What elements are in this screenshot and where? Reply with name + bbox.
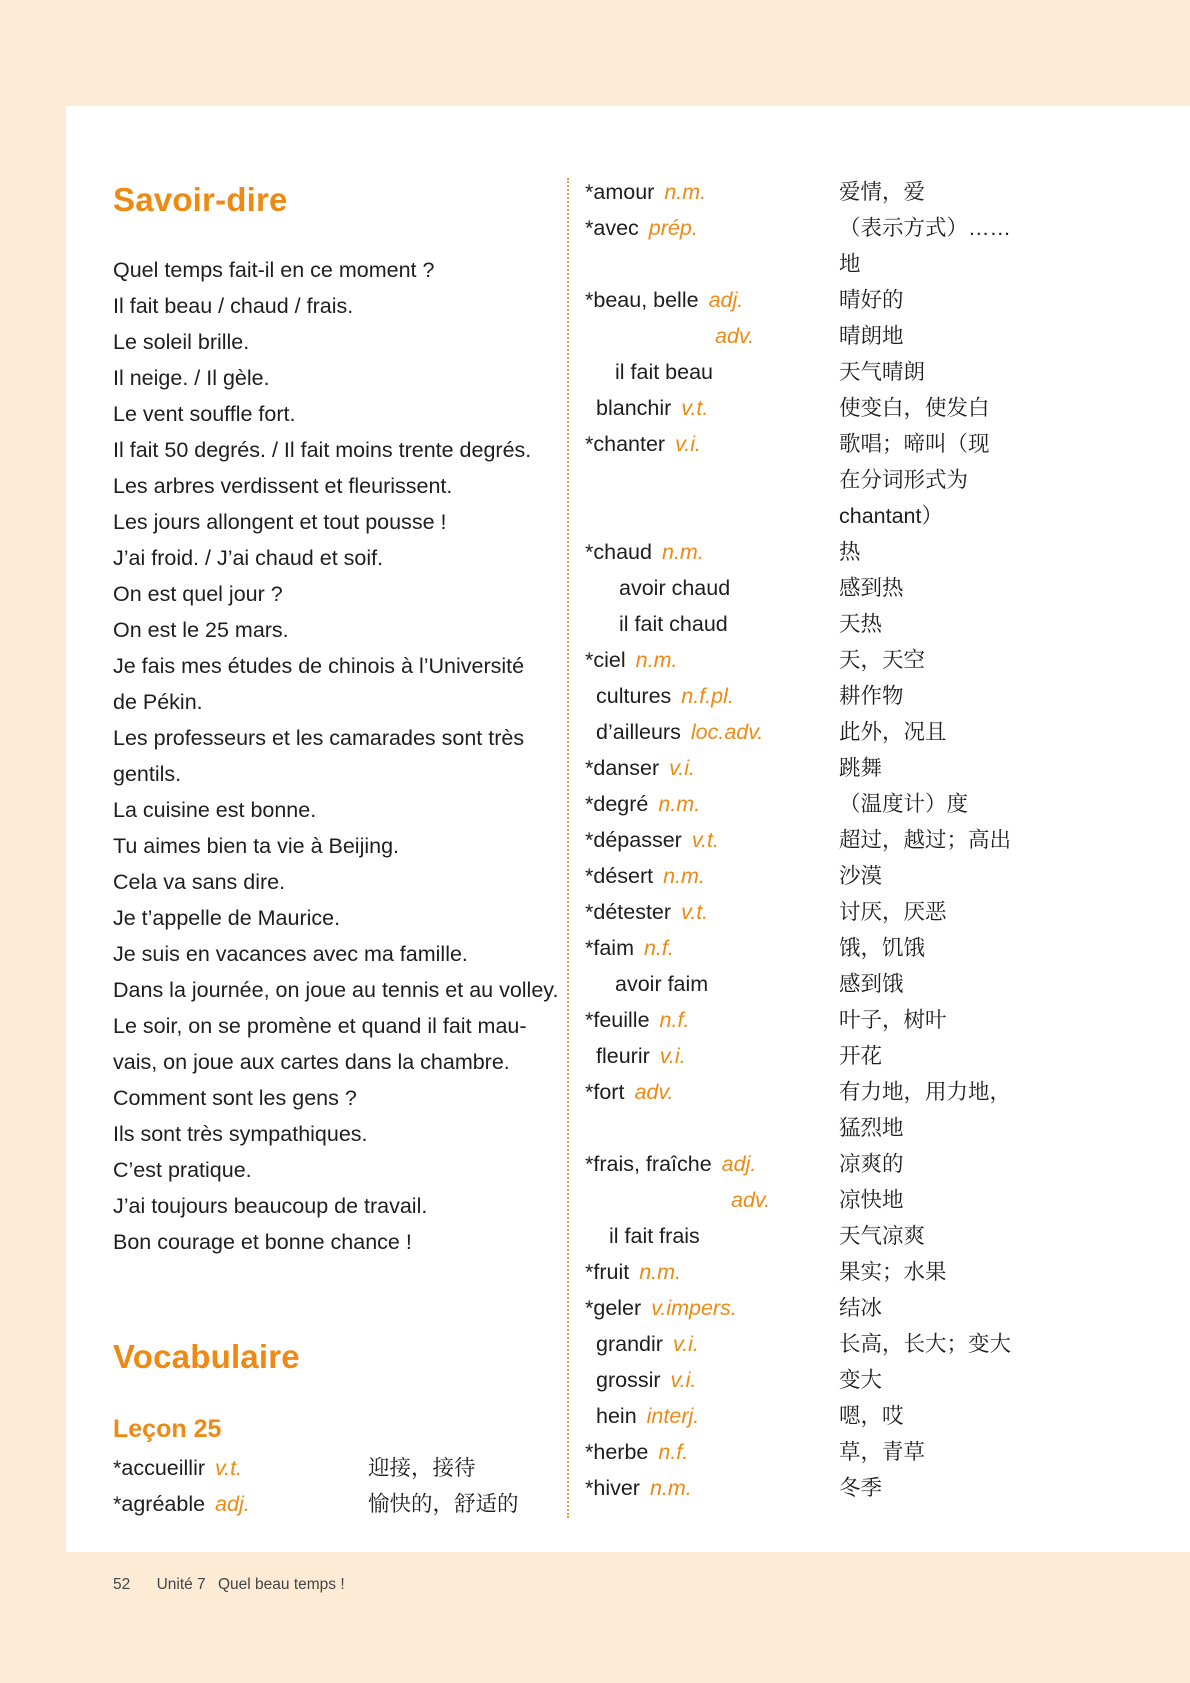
savoir-dire-line: Il neige. / Il gèle. xyxy=(113,366,270,390)
vocab-translation: 爱情，爱 xyxy=(839,180,926,204)
vocab-list-right xyxy=(585,174,1055,1506)
vocab-translation: 迎接，接待 xyxy=(368,1456,476,1480)
vocab-pos: v.i. xyxy=(669,756,695,780)
vocab-translation: 猛烈地 xyxy=(839,1116,904,1140)
vocab-pos: adv. xyxy=(634,1080,674,1104)
vocab-term xyxy=(715,318,754,354)
vocab-term xyxy=(596,1362,696,1398)
vocab-translation: 讨厌，厌恶 xyxy=(839,900,947,924)
vocab-term xyxy=(596,1398,699,1434)
vocab-word: *dépasser xyxy=(585,828,682,852)
vocab-entry xyxy=(585,1182,1055,1218)
vocab-pos: v.i. xyxy=(659,1044,686,1068)
vocab-entry xyxy=(585,246,1055,282)
vocab-translation: 变大 xyxy=(839,1368,883,1392)
vocab-term xyxy=(731,1182,770,1218)
vocab-word: *hiver xyxy=(585,1476,640,1500)
vocab-translation: chantant） xyxy=(839,504,943,528)
vocab-pos: v.impers. xyxy=(651,1296,737,1320)
vocab-entry xyxy=(585,1254,1055,1290)
vocab-entry xyxy=(585,1470,1055,1506)
vocab-pos: adv. xyxy=(731,1188,771,1212)
vocab-pos: loc.adv. xyxy=(690,720,764,744)
vocab-pos: adj. xyxy=(215,1492,250,1516)
vocab-word: *geler xyxy=(585,1296,642,1320)
vocab-term xyxy=(615,966,708,1002)
savoir-dire-line: Dans la journée, on joue au tennis et au volley. xyxy=(113,978,559,1002)
vocab-word: *faim xyxy=(585,936,634,960)
vocab-term xyxy=(585,642,677,678)
vocab-translation: 跳舞 xyxy=(839,756,883,780)
vocab-translation: 热 xyxy=(839,540,861,564)
vocab-pos: adv. xyxy=(715,324,755,348)
vocab-word: il fait chaud xyxy=(619,612,728,636)
vocab-translation: 凉快地 xyxy=(839,1188,904,1212)
vocab-translation: 超过，越过；高出 xyxy=(839,828,1012,852)
vocab-translation: （表示方式）…… xyxy=(839,216,1012,240)
savoir-dire-line: On est le 25 mars. xyxy=(113,618,289,642)
vocab-translation: 天气晴朗 xyxy=(839,360,926,384)
vocab-term xyxy=(609,1218,700,1254)
vocab-word: *fort xyxy=(585,1080,625,1104)
vocab-word: grandir xyxy=(596,1332,663,1356)
vocab-entry xyxy=(585,1362,1055,1398)
vocab-pos: adj. xyxy=(708,288,744,312)
vocab-term xyxy=(585,1254,681,1290)
vocab-translation: 晴朗地 xyxy=(839,324,904,348)
vocab-entry xyxy=(585,390,1055,426)
savoir-dire-line: On est quel jour ? xyxy=(113,582,283,606)
vocab-list-left xyxy=(113,1450,543,1522)
vocab-translation: 结冰 xyxy=(839,1296,883,1320)
savoir-dire-line: Les professeurs et les camarades sont très xyxy=(113,726,525,750)
vocab-translation: 有力地，用力地， xyxy=(839,1080,1012,1104)
savoir-dire-line: Comment sont les gens ? xyxy=(113,1086,357,1110)
vocab-term xyxy=(585,1470,692,1506)
vocab-word: *danser xyxy=(585,756,660,780)
vocab-pos: n.m. xyxy=(649,1476,692,1500)
vocab-entry xyxy=(585,1218,1055,1254)
vocab-entry xyxy=(585,498,1055,534)
vocab-pos: v.i. xyxy=(675,432,701,456)
vocab-translation: 草，青草 xyxy=(839,1440,926,1464)
vocab-word: *degré xyxy=(585,792,649,816)
vocab-word: d’ailleurs xyxy=(596,720,681,744)
vocabulaire-title: Vocabulaire xyxy=(113,1338,300,1375)
vocab-translation: 果实；水果 xyxy=(839,1260,947,1284)
vocab-term xyxy=(585,1434,688,1470)
vocab-entry xyxy=(585,1326,1055,1362)
vocab-translation: 开花 xyxy=(839,1044,883,1068)
vocab-entry xyxy=(585,1398,1055,1434)
vocab-pos: n.f. xyxy=(643,936,674,960)
savoir-dire-line: Il fait beau / chaud / frais. xyxy=(113,294,354,318)
vocab-word: *désert xyxy=(585,864,654,888)
vocab-pos: v.t. xyxy=(681,900,709,924)
savoir-dire-line: Quel temps fait-il en ce moment ? xyxy=(113,258,435,282)
savoir-dire-line: vais, on joue aux cartes dans la chambre. xyxy=(113,1050,510,1074)
vocab-translation: 感到饿 xyxy=(839,972,904,996)
vocab-translation: 长高，长大；变大 xyxy=(839,1332,1012,1356)
vocab-translation: 天，天空 xyxy=(839,648,926,672)
savoir-dire-line: Je suis en vacances avec ma famille. xyxy=(113,942,468,966)
vocab-translation: 愉快的，舒适的 xyxy=(368,1492,519,1516)
vocab-translation: 地 xyxy=(839,252,861,276)
vocab-word: avoir faim xyxy=(615,972,709,996)
vocab-entry xyxy=(585,570,1055,606)
vocab-entry xyxy=(585,1434,1055,1470)
savoir-dire-lines xyxy=(113,252,573,1260)
vocab-translation: 使变白，使发白 xyxy=(839,396,990,420)
vocab-term xyxy=(615,354,713,390)
vocab-term xyxy=(596,678,734,714)
vocab-entry xyxy=(585,786,1055,822)
page-footer xyxy=(113,1576,367,1594)
vocab-term xyxy=(585,1002,689,1038)
vocab-entry xyxy=(585,930,1055,966)
vocab-translation: 在分词形式为 xyxy=(839,468,969,492)
savoir-dire-line: Le soleil brille. xyxy=(113,330,250,354)
vocab-word: blanchir xyxy=(596,396,672,420)
vocab-pos: n.f. xyxy=(658,1440,689,1464)
vocab-entry xyxy=(585,426,1055,462)
vocab-entry xyxy=(585,1290,1055,1326)
savoir-dire-line: Il fait 50 degrés. / Il fait moins trente degrés. xyxy=(113,438,532,462)
savoir-dire-line: J’ai froid. / J’ai chaud et soif. xyxy=(113,546,384,570)
vocab-pos: n.m. xyxy=(639,1260,682,1284)
vocab-term xyxy=(113,1492,250,1516)
vocab-entry xyxy=(585,714,1055,750)
vocab-word: *feuille xyxy=(585,1008,650,1032)
vocab-pos: n.f. xyxy=(659,1008,690,1032)
vocab-term xyxy=(585,822,719,858)
savoir-dire-line: Le soir, on se promène et quand il fait mau- xyxy=(113,1014,527,1038)
vocab-term xyxy=(619,606,728,642)
vocab-entry xyxy=(113,1486,543,1522)
vocab-word: *chanter xyxy=(585,432,666,456)
vocab-entry xyxy=(585,534,1055,570)
savoir-dire-line: Tu aimes bien ta vie à Beijing. xyxy=(113,834,400,858)
vocab-translation: 叶子，树叶 xyxy=(839,1008,947,1032)
vocab-term xyxy=(585,282,743,318)
vocab-term xyxy=(113,1456,242,1480)
vocab-pos: v.i. xyxy=(672,1332,699,1356)
vocab-pos: v.t. xyxy=(691,828,719,852)
vocab-word: *fruit xyxy=(585,1260,630,1284)
savoir-dire-title: Savoir-dire xyxy=(113,181,288,218)
vocab-term xyxy=(596,1038,686,1074)
vocab-entry xyxy=(585,354,1055,390)
vocab-term xyxy=(585,174,706,210)
vocab-pos: adj. xyxy=(721,1152,757,1176)
savoir-dire-section xyxy=(113,178,573,1260)
vocab-translation: 饿，饥饿 xyxy=(839,936,926,960)
vocab-entry xyxy=(585,750,1055,786)
vocab-word: il fait frais xyxy=(609,1224,700,1248)
vocab-term xyxy=(585,1290,737,1326)
vocab-term xyxy=(619,570,730,606)
vocab-entry xyxy=(585,1110,1055,1146)
vocab-translation: 沙漠 xyxy=(839,864,883,888)
savoir-dire-line: J’ai toujours beaucoup de travail. xyxy=(113,1194,428,1218)
vocab-pos: v.t. xyxy=(215,1456,243,1480)
vocab-translation: 歌唱；啼叫（现 xyxy=(839,432,990,456)
vocab-word: avoir chaud xyxy=(619,576,731,600)
vocab-term xyxy=(585,534,704,570)
column-divider xyxy=(567,178,569,1518)
lesson-heading: Leçon 25 xyxy=(113,1415,222,1443)
vocab-word: grossir xyxy=(596,1368,661,1392)
vocab-translation: 此外，况且 xyxy=(839,720,947,744)
vocab-word: *agréable xyxy=(113,1492,206,1516)
vocab-translation: （温度计）度 xyxy=(839,792,969,816)
vocab-term xyxy=(585,1146,756,1182)
vocab-word: *chaud xyxy=(585,540,652,564)
vocab-translation: 冬季 xyxy=(839,1476,883,1500)
vocab-pos: v.i. xyxy=(670,1368,697,1392)
vocab-term xyxy=(585,930,674,966)
vocab-pos: v.t. xyxy=(681,396,709,420)
vocab-entry xyxy=(585,174,1055,210)
vocab-translation: 天气凉爽 xyxy=(839,1224,926,1248)
vocab-pos: n.m. xyxy=(658,792,701,816)
vocab-translation: 天热 xyxy=(839,612,883,636)
vocab-entry xyxy=(585,318,1055,354)
vocab-pos: n.m. xyxy=(663,864,705,888)
savoir-dire-line: Cela va sans dire. xyxy=(113,870,286,894)
vocab-term xyxy=(585,858,705,894)
vocab-word: *amour xyxy=(585,180,655,204)
vocab-entry xyxy=(585,1038,1055,1074)
vocab-pos: interj. xyxy=(646,1404,700,1428)
vocab-term xyxy=(596,390,708,426)
vocab-word: *frais, fraîche xyxy=(585,1152,712,1176)
vocab-entry xyxy=(585,966,1055,1002)
vocab-entry xyxy=(585,642,1055,678)
page-number: 52 xyxy=(113,1576,131,1593)
vocab-entry xyxy=(585,606,1055,642)
vocab-term xyxy=(585,1074,673,1110)
vocab-entry xyxy=(585,858,1055,894)
savoir-dire-line: Je t’appelle de Maurice. xyxy=(113,906,341,930)
vocab-term xyxy=(585,426,701,462)
savoir-dire-line: Bon courage et bonne chance ! xyxy=(113,1230,412,1254)
vocab-word: *avec xyxy=(585,216,639,240)
unit-label: Unité 7 xyxy=(156,1576,206,1593)
vocab-term xyxy=(596,714,763,750)
savoir-dire-line: La cuisine est bonne. xyxy=(113,798,317,822)
vocab-word: fleurir xyxy=(596,1044,650,1068)
savoir-dire-line: Ils sont très sympathiques. xyxy=(113,1122,368,1146)
vocab-entry xyxy=(585,1074,1055,1110)
vocab-term xyxy=(585,894,708,930)
vocab-entry xyxy=(585,1146,1055,1182)
vocab-translation: 晴好的 xyxy=(839,288,904,312)
vocab-term xyxy=(585,210,698,246)
vocab-pos: n.m. xyxy=(661,540,704,564)
vocab-pos: n.f.pl. xyxy=(681,684,734,708)
vocab-word: *ciel xyxy=(585,648,626,672)
vocab-word: *herbe xyxy=(585,1440,649,1464)
vocab-entry xyxy=(585,282,1055,318)
savoir-dire-line: Je fais mes études de chinois à l’Université xyxy=(113,654,525,678)
unit-title: Quel beau temps ! xyxy=(218,1576,345,1593)
vocab-word: hein xyxy=(596,1404,637,1428)
vocab-entry xyxy=(585,678,1055,714)
vocab-term xyxy=(585,786,700,822)
vocab-pos: n.m. xyxy=(635,648,678,672)
vocab-entry xyxy=(585,1002,1055,1038)
vocab-pos: n.m. xyxy=(664,180,707,204)
vocab-entry xyxy=(585,894,1055,930)
vocab-entry xyxy=(585,210,1055,246)
vocab-entry xyxy=(585,462,1055,498)
vocab-word: cultures xyxy=(596,684,672,708)
vocab-entry xyxy=(585,822,1055,858)
vocab-word: *détester xyxy=(585,900,672,924)
vocab-word: *accueillir xyxy=(113,1456,206,1480)
vocab-word: il fait beau xyxy=(615,360,714,384)
savoir-dire-line: Les jours allongent et tout pousse ! xyxy=(113,510,447,534)
vocab-entry xyxy=(113,1450,543,1486)
savoir-dire-line: Les arbres verdissent et fleurissent. xyxy=(113,474,453,498)
savoir-dire-line: de Pékin. xyxy=(113,690,203,714)
savoir-dire-line: C’est pratique. xyxy=(113,1158,252,1182)
vocab-term xyxy=(596,1326,699,1362)
vocab-term xyxy=(585,750,695,786)
vocab-translation: 嗯，哎 xyxy=(839,1404,904,1428)
vocab-word: *beau, belle xyxy=(585,288,699,312)
vocab-translation: 耕作物 xyxy=(839,684,904,708)
vocab-pos: prép. xyxy=(648,216,698,240)
vocab-translation: 凉爽的 xyxy=(839,1152,904,1176)
savoir-dire-line: Le vent souffle fort. xyxy=(113,402,296,426)
vocab-translation: 感到热 xyxy=(839,576,904,600)
savoir-dire-line: gentils. xyxy=(113,762,182,786)
